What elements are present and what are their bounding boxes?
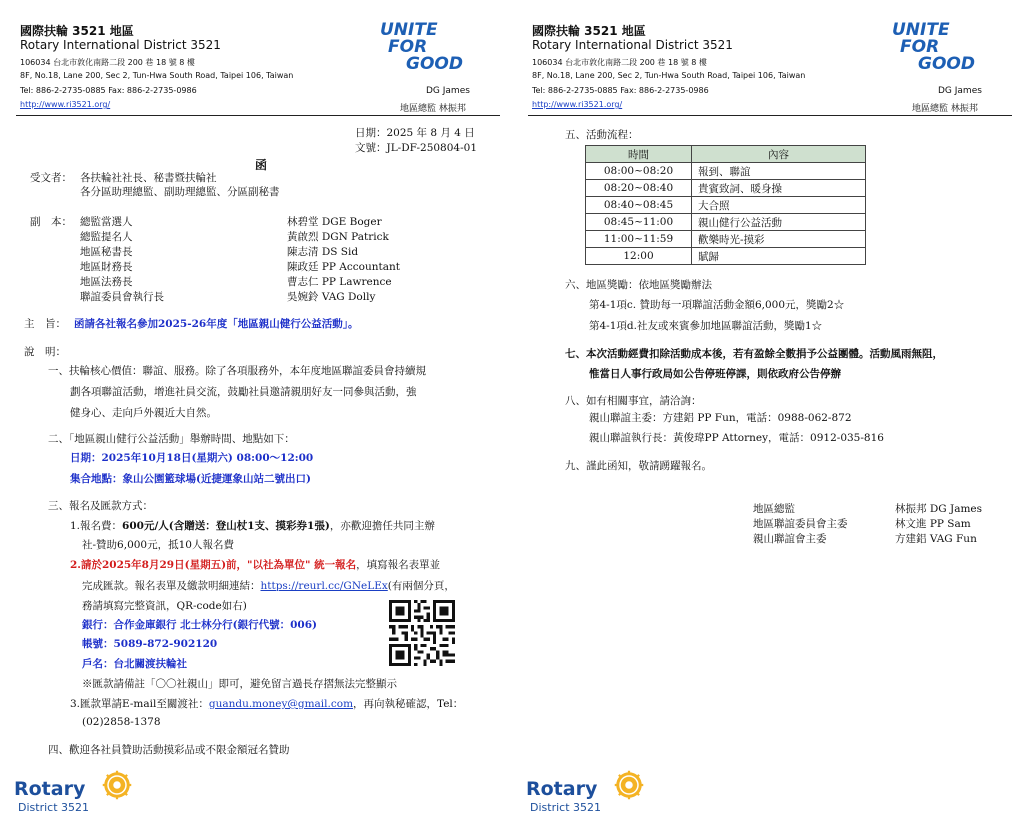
header-divider [16, 115, 500, 116]
recipients: 各扶輪社社長、秘書暨扶輪社 [80, 172, 217, 184]
address-zh: 106034 台北市敦化南路二段 200 巷 18 號 8 樓 [20, 58, 195, 67]
cc-role: 地區秘書長 [80, 246, 133, 258]
slogan-word: UNITE [892, 20, 950, 40]
schedule-time: 11:00~11:59 [586, 231, 692, 248]
bank-name: 銀行：合作金庫銀行 北士林分行(銀行代號：006) [82, 619, 318, 631]
cc-name: 黃啟烈 DGN Patrick [287, 231, 389, 243]
schedule-time: 08:20~08:40 [586, 180, 692, 197]
section-7-line: 惟當日人事行政局如公告停班停課，則依政府公告停辦 [589, 368, 841, 380]
remittance-email-link[interactable]: guandu.money@gmail.com [208, 698, 354, 710]
signature-title: 地區總監 [753, 503, 795, 515]
section-6-title: 六、地區獎勵：依地區獎勵辦法 [565, 279, 712, 291]
governor-zh: 地區總監 林振邦 [912, 104, 978, 114]
address-en: 8F, No.18, Lane 200, Sec 2, Tun-Hwa South Road, Taipei 106, Taiwan [532, 71, 806, 80]
slogan-word: GOOD [918, 54, 975, 74]
form-instruction: 務請填寫完整資訊，QR-code如右) [82, 600, 247, 612]
org-name-zh: 國際扶輪 3521 地區 [532, 24, 646, 38]
schedule-item: 報到、聯誼 [692, 163, 866, 180]
deadline-suffix: ，填寫報名表單並 [356, 559, 441, 571]
table-row [586, 248, 866, 265]
address-en: 8F, No.18, Lane 200, Sec 2, Tun-Hwa South Road, Taipei 106, Taiwan [20, 71, 294, 80]
form-link-label: 完成匯款。報名表單及繳款明細連結： [82, 580, 261, 592]
schedule-time: 08:45~11:00 [586, 214, 692, 231]
table-row [586, 197, 866, 214]
fee-note: ，亦歡迎擔任共同主辦 [329, 520, 435, 532]
cc-name: 陳政廷 PP Accountant [287, 261, 400, 273]
cc-label: 副 本： [30, 216, 72, 228]
signature-name: 林文進 PP Sam [895, 518, 971, 530]
signature-name: 林振邦 DG James [895, 503, 983, 515]
signature-name: 方建鋁 VAG Fun [895, 533, 977, 545]
fee-sponsor: 社-贊助6,000元，抵10人報名費 [82, 539, 234, 551]
section-4: 四、歡迎各社員贊助活動摸彩品或不限金額冠名贊助 [48, 744, 290, 756]
cc-name: 林碧堂 DGE Boger [287, 216, 382, 228]
document-number: 文號：JL-DF-250804-01 [355, 142, 478, 154]
fee-label: 1.報名費： [70, 520, 123, 532]
org-name-en: Rotary International District 3521 [532, 38, 733, 52]
schedule-item: 賦歸 [692, 248, 866, 265]
signature-title: 親山聯誼會主委 [753, 533, 827, 545]
subject-text: 函請各社報名參加2025-26年度「地區親山健行公益活動」。 [74, 318, 359, 330]
unite-for-good-logo [892, 22, 984, 73]
cc-role: 總監當選人 [80, 216, 133, 228]
contact-line: 親山聯誼主委：方建鋁 PP Fun，電話：0988-062-872 [589, 412, 852, 424]
contact-line: 親山聯誼執行長：黃俊瑋PP Attorney，電話：0912-035-816 [589, 432, 884, 444]
event-location: 集合地點：象山公園籃球場(近捷運象山站二號出口) [70, 473, 311, 485]
section-2-title: 二、「地區親山健行公益活動」舉辦時間、地點如下： [48, 433, 295, 445]
slogan-word: FOR [388, 37, 428, 57]
schedule-table [585, 145, 866, 265]
section-3-title: 三、報名及匯款方式： [48, 500, 153, 512]
governor-en: DG James [938, 86, 982, 96]
slogan-word: GOOD [406, 54, 463, 74]
registration-form-link[interactable]: https://reurl.cc/GNeLEx [260, 580, 388, 592]
cc-role: 聯誼委員會執行長 [80, 291, 164, 303]
cc-role: 地區財務長 [80, 261, 133, 273]
recipient-label: 受文者： [30, 172, 72, 184]
table-row [586, 214, 866, 231]
section-8-title: 八、如有相關事宜，請洽詢： [565, 395, 702, 407]
website-link[interactable]: http://www.ri3521.org/ [532, 100, 623, 109]
schedule-time: 12:00 [586, 248, 692, 265]
fee-amount: 600元/人(含贈送：登山杖1支、摸彩券1張) [122, 520, 330, 532]
header-divider [528, 115, 1012, 116]
rotary-wordmark: Rotary [526, 778, 598, 800]
reward-item: 第4-1項d.社友或來賓參加地區聯誼活動，獎勵1☆ [589, 320, 823, 332]
section-1-line: 一、扶輪核心價值：聯誼、服務。除了各項服務外，本年度地區聯誼委員會持續規 [48, 365, 426, 377]
schedule-item: 親山健行公益活動 [692, 214, 866, 231]
letter-type: 函 [255, 158, 268, 172]
section-1-line: 劃各項聯誼活動，增進社員交流，鼓勵社員邀請親朋好友一同參與活動，強 [70, 386, 417, 398]
account-holder: 戶名：台北關渡扶輪社 [82, 658, 187, 670]
schedule-item: 大合照 [692, 197, 866, 214]
unite-for-good-logo [380, 22, 472, 73]
form-link-note: (有兩個分頁， [387, 580, 455, 592]
cc-name: 吳婉鈴 VAG Dolly [287, 291, 376, 303]
section-9: 九、謹此函知，敬請踴躍報名。 [565, 460, 712, 472]
district-label: District 3521 [530, 801, 602, 814]
event-date: 日期：2025年10月18日(星期六) 08:00～12:00 [70, 452, 314, 464]
tel-fax: Tel: 886-2-2735-0885 Fax: 886-2-2735-0986 [532, 86, 709, 95]
schedule-item: 貴賓致詞、暖身操 [692, 180, 866, 197]
table-row [586, 231, 866, 248]
cc-name: 陳志清 DS Sid [287, 246, 359, 258]
cc-name: 曹志仁 PP Lawrence [287, 276, 392, 288]
schedule-header-content: 內容 [692, 146, 866, 163]
section-5-title: 五、活動流程： [565, 129, 639, 141]
schedule-time: 08:40~08:45 [586, 197, 692, 214]
schedule-header-time: 時間 [586, 146, 692, 163]
section-7-line: 七、本次活動經費扣除活動成本後，若有盈餘全數捐予公益團體。活動風雨無阻， [565, 348, 943, 360]
slogan-word: FOR [900, 37, 940, 57]
form-link-line [82, 578, 455, 593]
contact-tel: (02)2858-1378 [82, 716, 161, 728]
schedule-time: 08:00~08:20 [586, 163, 692, 180]
org-name-zh: 國際扶輪 3521 地區 [20, 24, 134, 38]
cc-role: 地區法務長 [80, 276, 133, 288]
slogan-word: UNITE [380, 20, 438, 40]
table-row [586, 180, 866, 197]
cc-role: 總監提名人 [80, 231, 133, 243]
deadline-line [70, 557, 440, 572]
letter-date: 日期：2025 年 8 月 4 日 [355, 127, 475, 139]
schedule-item: 歡樂時光-摸彩 [692, 231, 866, 248]
rotary-wheel-icon [614, 770, 644, 800]
subject-label: 主 旨： [24, 318, 66, 330]
tel-fax: Tel: 886-2-2735-0885 Fax: 886-2-2735-0986 [20, 86, 197, 95]
rotary-wheel-icon [102, 770, 132, 800]
org-name-en: Rotary International District 3521 [20, 38, 221, 52]
email-line [70, 696, 463, 711]
deadline-text: 2.請於2025年8月29日(星期五)前，"以社為單位" 統一報名 [70, 559, 357, 571]
district-label: District 3521 [18, 801, 90, 814]
email-suffix: ，再向執秘確認，Tel： [353, 698, 464, 710]
governor-zh: 地區總監 林振邦 [400, 104, 466, 114]
qr-code-icon[interactable] [389, 600, 455, 666]
website-link[interactable]: http://www.ri3521.org/ [20, 100, 111, 109]
bank-account: 帳號：5089-872-902120 [82, 638, 218, 650]
section-1-line: 健身心、走向戶外親近大自然。 [70, 407, 217, 419]
recipients: 各分區助理總監、副助理總監、分區副秘書 [80, 186, 280, 198]
rotary-wordmark: Rotary [14, 778, 86, 800]
signature-title: 地區聯誼委員會主委 [753, 518, 848, 530]
fee-line [70, 518, 435, 533]
address-zh: 106034 台北市敦化南路二段 200 巷 18 號 8 樓 [532, 58, 707, 67]
reward-item: 第4-1項c. 贊助每一項聯誼活動金額6,000元，獎勵2☆ [589, 299, 845, 311]
remittance-note: ※匯款請備註「〇〇社親山」即可，避免留言過長存摺無法完整顯示 [82, 678, 397, 690]
table-row [586, 163, 866, 180]
explanation-label: 說 明： [24, 346, 66, 358]
email-label: 3.匯款單請E-mail至關渡社： [70, 698, 209, 710]
governor-en: DG James [426, 86, 470, 96]
schedule-header-row [586, 146, 866, 163]
